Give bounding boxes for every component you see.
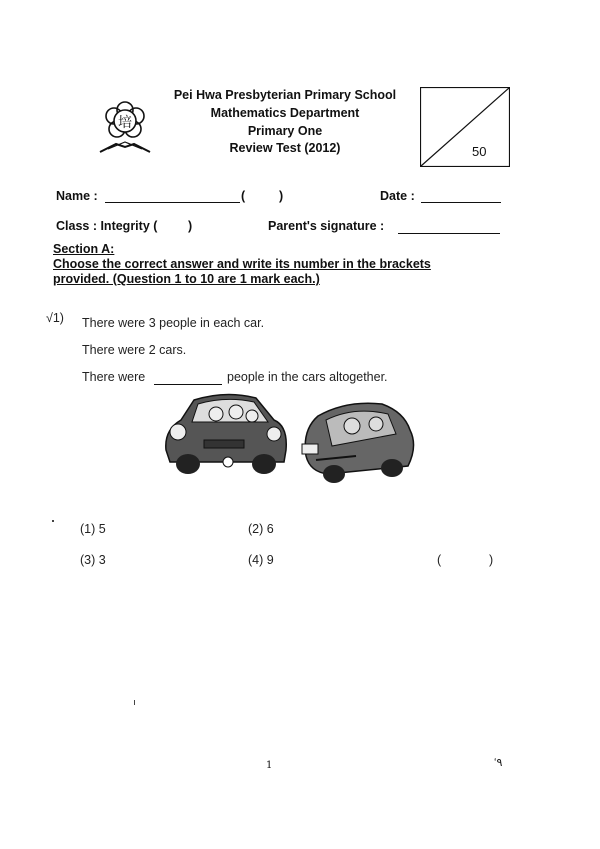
car-right-icon — [302, 403, 414, 483]
test-name: Review Test (2012) — [229, 141, 341, 155]
stray-mark — [134, 700, 135, 705]
page-number: 1 — [266, 760, 273, 771]
logo-glyph: 培 — [118, 115, 132, 131]
class-label: Class : Integrity ( — [56, 219, 158, 233]
department-name: Mathematics Department — [210, 106, 360, 120]
option-3: (3) 3 — [80, 553, 106, 567]
score-box — [420, 87, 510, 167]
date-label: Date : — [380, 189, 415, 203]
corner-mark: ʻ٩ — [494, 757, 503, 769]
answer-paren-close: ) — [489, 553, 494, 567]
section-instruction-line1: Choose the correct answer and write its number in the brackets — [53, 257, 431, 271]
cars-illustration — [156, 390, 426, 490]
date-blank[interactable] — [421, 191, 501, 203]
car-left-icon — [166, 394, 286, 474]
class-paren-close: ) — [188, 219, 193, 233]
school-name: Pei Hwa Presbyterian Primary School — [173, 88, 397, 102]
name-label: Name : — [56, 189, 98, 203]
option-2: (2) 6 — [248, 522, 274, 536]
name-paren-open: ( — [241, 189, 246, 203]
parent-signature-blank[interactable] — [398, 222, 500, 234]
section-title: Section A: — [53, 242, 115, 256]
school-logo — [94, 98, 156, 156]
score-total: 50 — [472, 144, 487, 159]
level-name: Primary One — [247, 124, 323, 138]
answer-blank[interactable] — [154, 373, 222, 385]
question-line2: There were 2 cars. — [82, 343, 187, 357]
stray-mark — [52, 520, 54, 522]
answer-paren-open: ( — [437, 553, 442, 567]
parent-signature-label: Parent's signature : — [268, 219, 385, 233]
question-line3-before: There were — [82, 370, 146, 384]
section-instruction-line2: provided. (Question 1 to 10 are 1 mark each.) — [53, 272, 320, 286]
name-blank[interactable] — [105, 191, 240, 203]
option-1: (1) 5 — [80, 522, 106, 536]
name-paren-close: ) — [279, 189, 284, 203]
question-line1: There were 3 people in each car. — [82, 316, 265, 330]
option-4: (4) 9 — [248, 553, 274, 567]
question-line3-after: people in the cars altogether. — [227, 370, 388, 384]
question-number: √1) — [46, 311, 64, 325]
